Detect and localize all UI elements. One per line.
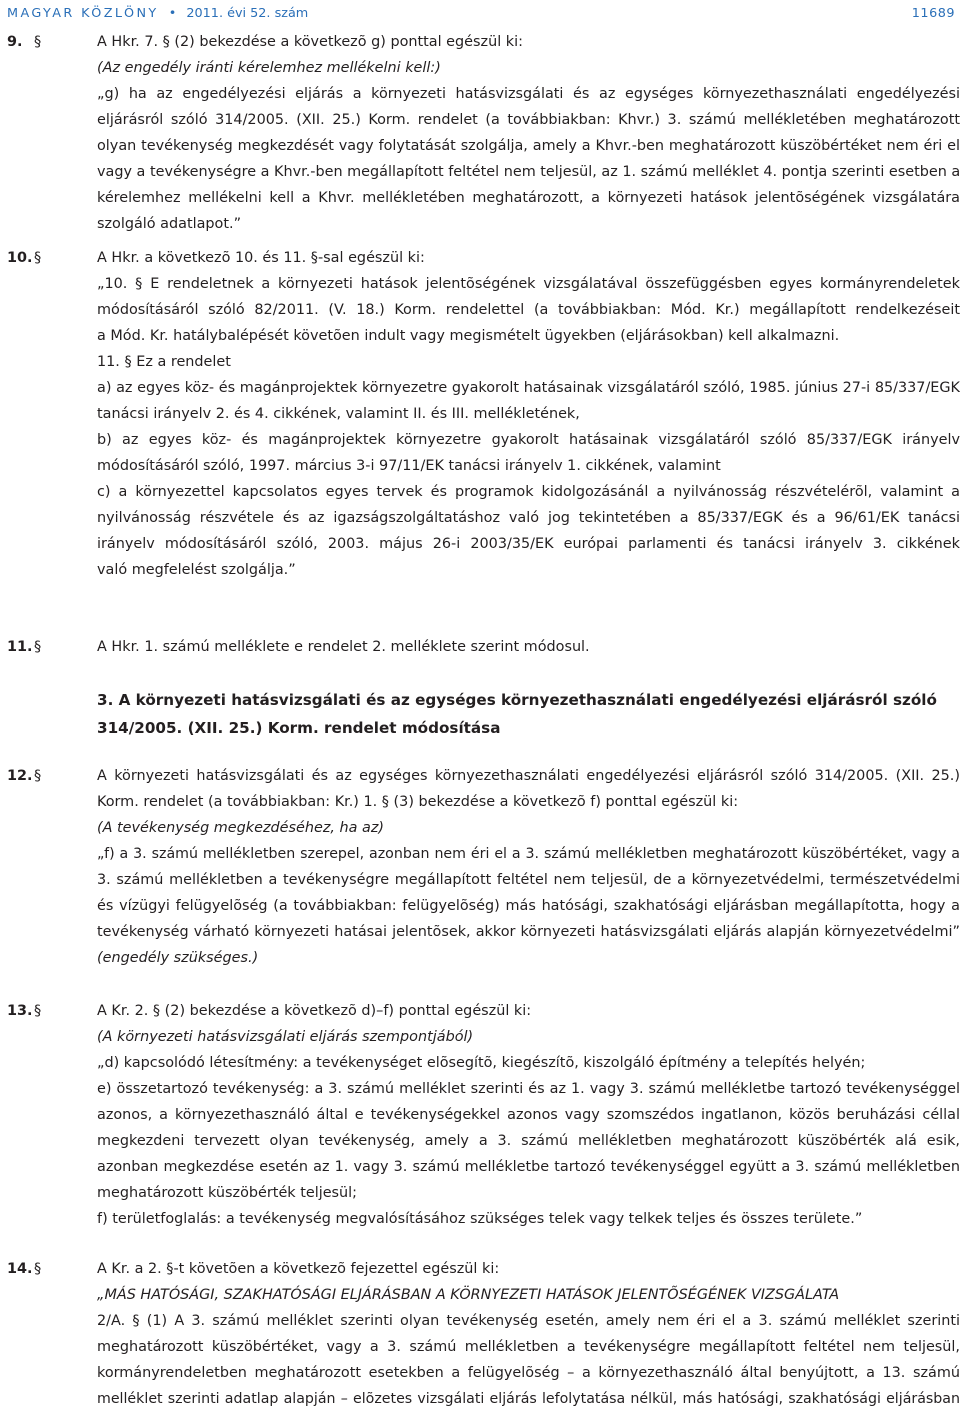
text-line: (Az engedély iránti kérelemhez mellékelni kell:): [97, 60, 441, 76]
text-line: tevékenység várható környezeti hatásai jelentõsek, akkor környezeti hatásvizsgálati eljárás alapján környezetvédelmi”: [97, 924, 960, 940]
text-line: „g) ha az engedélyezési eljárás a környezeti hatásvizsgálati és az egységes környezethasználati engedélyezési: [97, 86, 960, 102]
bullet: •: [168, 5, 177, 21]
text-line: c) a környezettel kapcsolatos egyes tervek és programok kidolgozásánál a nyilvánosság részvételérõl, valamint a: [97, 484, 960, 500]
section-sign: §: [34, 1003, 42, 1019]
text-line: 2/A. § (1) A 3. számú melléklet szerinti olyan tevékenység esetén, amely nem éri el a 3. számú melléklet szerinti: [97, 1313, 960, 1329]
text-line: (A tevékenység megkezdéséhez, ha az): [97, 820, 385, 836]
heading-line: 314/2005. (XII. 25.) Korm. rendelet módosítása: [97, 719, 501, 737]
text-line: A Hkr. a következõ 10. és 11. §-sal egészül ki:: [97, 250, 425, 266]
page-number: 11689: [911, 5, 955, 21]
text-line: „10. § E rendeletnek a környezeti hatások jelentõségének vizsgálatával összefüggésben egyes kormányrendeletek: [97, 276, 960, 292]
text-line: e) összetartozó tevékenység: a 3. számú melléklet szerinti és az 1. vagy 3. számú mellékletbe tartozó tevékenységgel: [97, 1081, 960, 1097]
text-line: f) területfoglalás: a tevékenység megvalósításához szükséges telek vagy telkek teljes és összes területe.”: [97, 1211, 863, 1227]
text-line: A környezeti hatásvizsgálati és az egységes környezethasználati engedélyezési eljárásról szóló 314/2005. (XII. 25.): [97, 768, 960, 784]
page-header: [7, 2, 955, 24]
text-line: 3. számú mellékletben a tevékenységre megállapított feltétel nem teljesül, de a környezetvédelmi, természetvédelmi: [97, 872, 960, 888]
text-line: módosításáról szóló 82/2011. (V. 18.) Korm. rendelettel (a továbbiakban: Mód. Kr.) megállapított rendelkezéseit: [97, 302, 960, 318]
section-text: [97, 1256, 960, 1412]
text-line: kormányrendeletben meghatározott esetekben a felügyelõség – a környezethasználó által benyújtott, a 13. számú: [97, 1365, 960, 1381]
text-line: irányelv módosításáról szóló, 2003. május 26-i 2003/35/EK európai parlamenti és tanácsi irányelv 3. cikkének: [97, 536, 960, 552]
text-line: A Kr. 2. § (2) bekezdése a következõ d)–f) ponttal egészül ki:: [97, 1003, 532, 1019]
text-line: való megfelelést szolgálja.”: [97, 562, 296, 578]
text-line: eljárásról szóló 314/2005. (XII. 25.) Korm. rendelet (a továbbiakban: Khvr.) 3. számú mellékletében meghatározott: [97, 112, 960, 128]
text-line: kérelemhez mellékelni kell a Khvr. mellékletében meghatározott, a környezeti hatások jelentõségének vizsgálatára: [97, 190, 960, 206]
text-line: 11. § Ez a rendelet: [97, 354, 231, 370]
text-line: a Mód. Kr. hatálybalépését követõen indult vagy megismételt ügyekben (eljárásokban) kell alkalmazni.: [97, 328, 840, 344]
chapter-heading: [97, 686, 960, 742]
section-sign: §: [34, 1261, 42, 1277]
section-sign: §: [34, 250, 42, 266]
journal-title: MAGYAR KÖZLÖNY: [7, 5, 159, 21]
text-line: b) az egyes köz- és magánprojektek környezetre gyakorolt hatásainak vizsgálatáról szóló 85/337/EGK irányelv: [97, 432, 960, 448]
text-line: vagy a tevékenységre a Khvr.-ben megállapított feltétel nem teljesül, az 1. számú melléklet 4. pontja szerinti esetben a: [97, 164, 960, 180]
section-text: [97, 634, 960, 660]
text-line: meghatározott küszöbértéket, vagy a 3. számú mellékletben a tevékenységre megállapított feltétel nem teljesül,: [97, 1339, 960, 1355]
text-line: (A környezeti hatásvizsgálati eljárás szempontjából): [97, 1029, 474, 1045]
text-line: tanácsi irányelv 2. és 4. cikkének, valamint II. és III. mellékletének,: [97, 406, 580, 422]
text-line: módosításáról szóló, 1997. március 3-i 97/11/EK tanácsi irányelv 1. cikkének, valamint: [97, 458, 721, 474]
text-line: azonban megkezdése esetén az 1. vagy 3. számú mellékletbe tartozó tevékenységgel együtt a 3. számú mellékletben: [97, 1159, 960, 1175]
section-sign: §: [34, 639, 42, 655]
text-line: olyan tevékenység megkezdését vagy folytatását szolgálja, amely a Khvr.-ben meghatározott küszöbértéket nem éri el: [97, 138, 960, 154]
text-line: és vízügyi felügyelõség (a továbbiakban: felügyelõség) más hatósági, szakhatósági eljárásban megállapította, hogy a: [97, 898, 960, 914]
text-line: „f) a 3. számú mellékletben szerepel, azonban nem éri el a 3. számú mellékletben meghatározott küszöbértéket, vagy a: [97, 846, 960, 862]
section-sign: §: [34, 768, 42, 784]
text-line: „MÁS HATÓSÁGI, SZAKHATÓSÁGI ELJÁRÁSBAN A KÖRNYEZETI HATÁSOK JELENTÕSÉGÉNEK VIZSGÁLATA: [97, 1287, 840, 1303]
text-line: „d) kapcsolódó létesítmény: a tevékenységet elõsegítõ, kiegészítõ, kiszolgáló építmény a telepítés helyén;: [97, 1055, 866, 1071]
section-number: 9.: [7, 34, 23, 50]
text-line: A Hkr. 7. § (2) bekezdése a következõ g) ponttal egészül ki:: [97, 34, 523, 50]
text-line: melléklet szerinti adatlap alapján – elõzetes vizsgálati eljárás lefolytatása nélkül, más hatósági, szakhatósági eljárásban: [97, 1391, 960, 1407]
text-line: (engedély szükséges.): [97, 950, 259, 966]
text-line: A Hkr. 1. számú melléklete e rendelet 2. melléklete szerint módosul.: [97, 639, 590, 655]
section-number: 13.: [7, 1003, 33, 1019]
section-sign: §: [34, 34, 42, 50]
text-line: azonos, a környezethasználó által e tevékenységekkel azonos vagy szomszédos ingatlanon, közös beruházási céllal: [97, 1107, 960, 1123]
text-line: nyilvánosság részvétele és az igazságszolgáltatáshoz való jog tekintetében a 85/337/EGK és a 96/61/EK tanácsi: [97, 510, 960, 526]
section-text: [97, 998, 960, 1232]
issue-number: 2011. évi 52. szám: [186, 5, 309, 21]
heading-line: 3. A környezeti hatásvizsgálati és az egységes környezethasználati engedélyezési eljárásról szóló: [97, 691, 937, 709]
section-number: 12.: [7, 768, 33, 784]
section-text: [97, 763, 960, 971]
text-line: megkezdeni tervezett olyan tevékenység, amely a 3. számú mellékletben meghatározott küszöbérték alá esik,: [97, 1133, 960, 1149]
text-line: szolgáló adatlapot.”: [97, 216, 242, 232]
text-line: A Kr. a 2. §-t követõen a következõ fejezettel egészül ki:: [97, 1261, 500, 1277]
section-number: 14.: [7, 1261, 33, 1277]
section-text: [97, 29, 960, 237]
text-line: a) az egyes köz- és magánprojektek környezetre gyakorolt hatásainak vizsgálatáról szóló, 1985. június 27-i 85/337/EGK: [97, 380, 960, 396]
journal-info: [7, 6, 308, 21]
section-number: 11.: [7, 639, 33, 655]
text-line: Korm. rendelet (a továbbiakban: Kr.) 1. § (3) bekezdése a következõ f) ponttal egészül ki:: [97, 794, 739, 810]
text-line: meghatározott küszöbérték teljesül;: [97, 1185, 358, 1201]
section-text: [97, 245, 960, 583]
section-number: 10.: [7, 250, 33, 266]
